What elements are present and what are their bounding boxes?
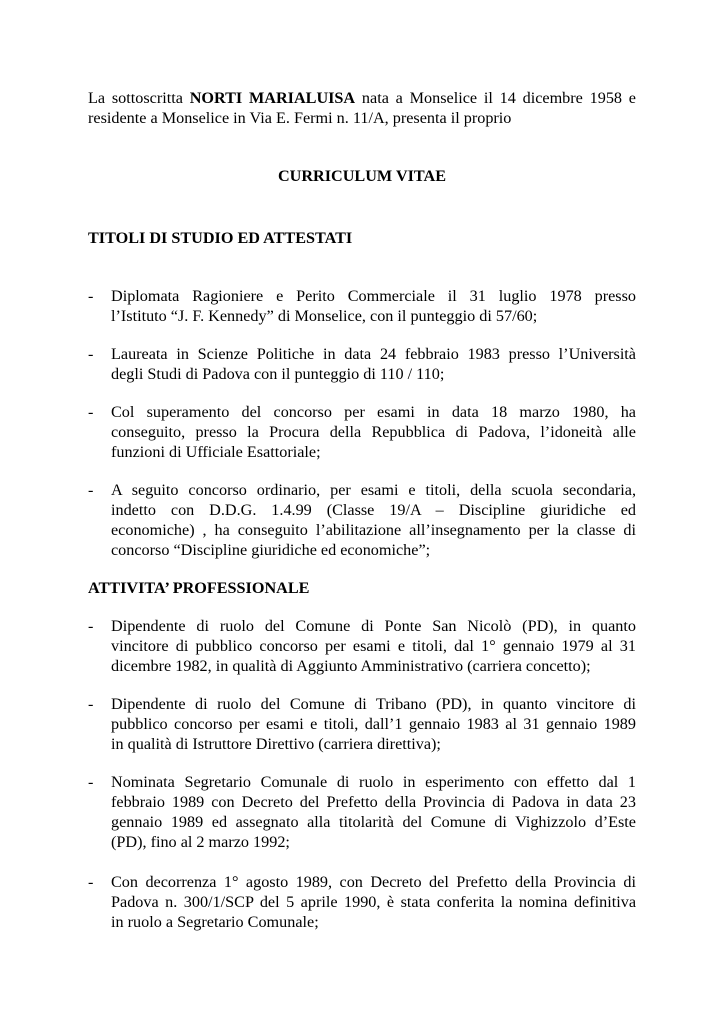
bullet-dash: - — [88, 873, 94, 891]
item-line: gennaio 1989 ed assegnato alla titolarità del Comune di Vighizzolo d’Este — [111, 813, 636, 831]
section-heading-studies: TITOLI DI STUDIO ED ATTESTATI — [88, 229, 353, 247]
item-line: pubblico concorso per esami e titoli, dall’1 gennaio 1983 al 31 gennaio 1989 — [111, 715, 636, 733]
bullet-dash: - — [88, 481, 94, 499]
author-name: NORTI MARIALUISA — [189, 89, 356, 107]
item-line: concorso “Discipline giuridiche ed economiche”; — [111, 541, 431, 559]
bullet-dash: - — [88, 773, 94, 791]
bullet-dash: - — [88, 345, 94, 363]
item-line: Laureata in Scienze Politiche in data 24 febbraio 1983 presso l’Università — [111, 345, 636, 363]
list-item — [88, 616, 636, 676]
document-title: CURRICULUM VITAE — [277, 167, 447, 185]
list-item — [88, 402, 636, 462]
item-line: Dipendente di ruolo del Comune di Tribano (PD), in quanto vincitore di — [111, 695, 636, 713]
intro-line-2: residente a Monselice in Via E. Fermi n. 11/A, presenta il proprio — [88, 109, 512, 127]
bullet-dash: - — [88, 695, 94, 713]
item-line: indetto con D.D.G. 1.4.99 (Classe 19/A – Discipline giuridiche ed — [111, 501, 636, 519]
item-line: Diplomata Ragioniere e Perito Commerciale il 31 luglio 1978 presso — [111, 287, 636, 305]
item-line: Dipendente di ruolo del Comune di Ponte San Nicolò (PD), in quanto — [111, 617, 636, 635]
intro-line-1-rest: nata a Monselice il 14 dicembre 1958 e — [355, 89, 636, 107]
item-line: Con decorrenza 1° agosto 1989, con Decreto del Prefetto della Provincia di — [111, 873, 636, 891]
intro-paragraph — [88, 88, 636, 128]
list-item — [88, 480, 636, 560]
item-line: Padova n. 300/1/SCP del 5 aprile 1990, è stata conferita la nomina definitiva — [111, 893, 636, 911]
item-line: economiche) , ha conseguito l’abilitazione all’insegnamento per la classe di — [111, 521, 636, 539]
bullet-dash: - — [88, 287, 94, 305]
item-line: l’Istituto “J. F. Kennedy” di Monselice, con il punteggio di 57/60; — [111, 307, 538, 325]
list-item — [88, 694, 636, 754]
item-line: funzioni di Ufficiale Esattoriale; — [111, 443, 321, 461]
item-line: A seguito concorso ordinario, per esami e titoli, della scuola secondaria, — [111, 481, 636, 499]
item-line: dicembre 1982, in qualità di Aggiunto Amministrativo (carriera concetto); — [111, 657, 591, 675]
list-item — [88, 772, 636, 852]
item-line: conseguito, presso la Procura della Repubblica di Padova, l’idoneità alle — [111, 423, 636, 441]
item-line: in ruolo a Segretario Comunale; — [111, 913, 319, 931]
item-line: febbraio 1989 con Decreto del Prefetto della Provincia di Padova in data 23 — [111, 793, 636, 811]
item-line: Col superamento del concorso per esami in data 18 marzo 1980, ha — [111, 403, 636, 421]
item-line: vincitore di pubblico concorso per esami e titoli, dal 1° gennaio 1979 al 31 — [111, 637, 636, 655]
item-line: degli Studi di Padova con il punteggio di 110 / 110; — [111, 365, 445, 383]
intro-prefix: La sottoscritta — [88, 89, 190, 107]
list-item — [88, 286, 636, 326]
list-item — [88, 872, 636, 932]
item-line: (PD), fino al 2 marzo 1992; — [111, 833, 290, 851]
bullet-dash: - — [88, 403, 94, 421]
bullet-dash: - — [88, 617, 94, 635]
intro-line-1 — [88, 88, 636, 108]
item-line: in qualità di Istruttore Direttivo (carriera direttiva); — [111, 735, 441, 753]
section-heading-work: ATTIVITA’ PROFESSIONALE — [88, 579, 310, 597]
item-line: Nominata Segretario Comunale di ruolo in esperimento con effetto dal 1 — [111, 773, 636, 791]
list-item — [88, 344, 636, 384]
